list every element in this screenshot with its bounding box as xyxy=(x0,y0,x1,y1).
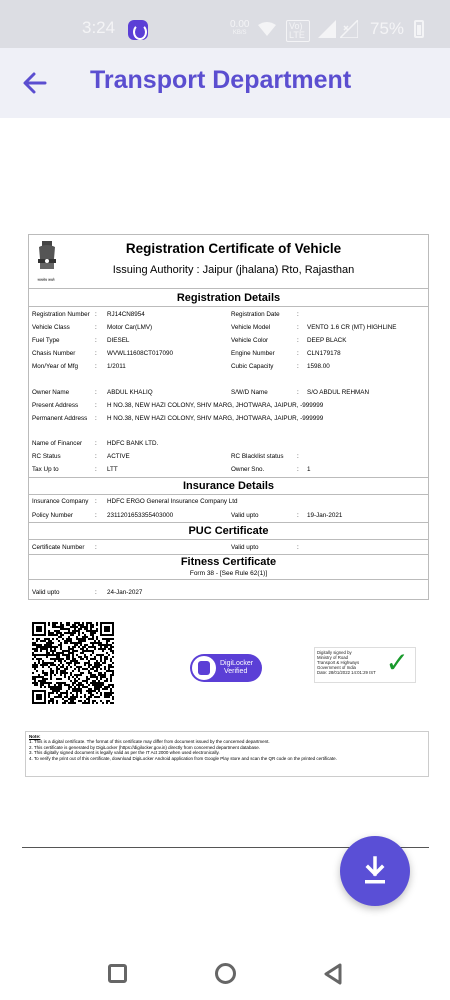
signature-line: Ministry of Road xyxy=(317,655,349,660)
digilocker-line1: DigiLocker xyxy=(220,660,254,667)
label: Owner Sno. xyxy=(231,466,265,473)
label: Cubic Capacity xyxy=(231,363,274,370)
row-chassis xyxy=(29,350,428,359)
insurance-heading: Insurance Details xyxy=(182,480,275,492)
colon: : xyxy=(297,512,299,519)
colon: : xyxy=(297,350,299,357)
colon: : xyxy=(95,389,97,396)
label: Mon/Year of Mfg xyxy=(32,363,78,370)
signature-line: Transport & Highways xyxy=(317,660,360,665)
value: Motor Car(LMV) xyxy=(107,324,153,331)
divider xyxy=(29,494,428,495)
value: 2311201653355403000 xyxy=(107,512,174,519)
divider xyxy=(29,306,428,307)
label: Registration Date xyxy=(231,311,280,318)
signature-line: Date: 28/01/2022 14:01:29 IST xyxy=(317,670,376,675)
row-present-address xyxy=(29,402,428,411)
registration-heading: Registration Details xyxy=(176,292,281,304)
signal-icon xyxy=(318,20,336,38)
colon: : xyxy=(95,544,97,551)
row-mfg xyxy=(29,363,428,372)
nav-back-icon[interactable] xyxy=(322,962,346,986)
colon: : xyxy=(95,311,97,318)
row-fitness xyxy=(29,589,428,598)
colon: : xyxy=(95,402,97,409)
signature-line: Government of India xyxy=(317,665,356,670)
label: Valid upto xyxy=(32,589,60,596)
label: S/W/D Name xyxy=(231,389,268,396)
label: Insurance Company xyxy=(32,498,89,505)
label: Certificate Number xyxy=(32,544,85,551)
system-nav-bar xyxy=(0,940,450,1000)
label: Vehicle Color xyxy=(231,337,269,344)
checkmark-icon: ✓ xyxy=(385,646,409,679)
label: Policy Number xyxy=(32,512,73,519)
colon: : xyxy=(95,498,97,505)
row-tax xyxy=(29,466,428,475)
value: CLN179178 xyxy=(307,350,341,357)
row-owner xyxy=(29,389,428,398)
value: ACTIVE xyxy=(107,453,130,460)
value: ABDUL KHALIQ xyxy=(107,389,153,396)
colon: : xyxy=(95,350,97,357)
colon: : xyxy=(95,453,97,460)
value: S/O ABDUL REHMAN xyxy=(307,389,370,396)
value: WVWL11608CT017090 xyxy=(107,350,174,357)
app-notification-icon xyxy=(128,20,148,40)
page-title: Transport Department xyxy=(90,66,352,94)
value: HDFC ERGO General Insurance Company Ltd xyxy=(107,498,238,505)
note-item: 4. To verify the print out of this certificate, download DigiLocker Android application from Google Play store and scan the QR code on the printed certificate. xyxy=(29,755,337,761)
note-title: Note: xyxy=(29,734,41,739)
colon: : xyxy=(95,363,97,370)
label: Owner Name xyxy=(32,389,70,396)
colon: : xyxy=(95,589,97,596)
value: H NO.38, NEW HAZI COLONY, SHIV MARG, JHOTWARA, JAIPUR, -999999 xyxy=(107,402,324,409)
label: Valid upto xyxy=(231,544,259,551)
status-time: 3:24 xyxy=(82,18,116,37)
fitness-form: Form 38 - [See Rule 62(1)] xyxy=(189,570,268,577)
label: Registration Number xyxy=(32,311,90,318)
label: Present Address xyxy=(32,402,79,409)
label: Chasis Number xyxy=(32,350,76,357)
label: Fuel Type xyxy=(32,337,60,344)
status-bar xyxy=(0,0,450,48)
value: VENTO 1.6 CR (MT) HIGHLINE xyxy=(307,324,397,331)
value: DIESEL xyxy=(107,337,130,344)
digilocker-text xyxy=(220,660,253,676)
value: HDFC BANK LTD. xyxy=(107,440,159,447)
divider xyxy=(29,522,428,523)
note-item: 3. This digitally signed document is legally valid as per the IT Act 2000 when used electronically. xyxy=(29,750,220,756)
row-fuel-type xyxy=(29,337,428,346)
colon: : xyxy=(297,363,299,370)
label: Permanent Address xyxy=(32,415,88,422)
colon: : xyxy=(297,324,299,331)
colon: : xyxy=(297,389,299,396)
divider xyxy=(29,539,428,540)
recent-apps-icon[interactable] xyxy=(108,964,127,983)
value: H NO.38, NEW HAZI COLONY, SHIV MARG, JHOTWARA, JAIPUR, -999999 xyxy=(107,415,324,422)
value: 24-Jan-2027 xyxy=(107,589,143,596)
colon: : xyxy=(95,337,97,344)
colon: : xyxy=(297,544,299,551)
puc-heading: PUC Certificate xyxy=(188,525,269,537)
row-permanent-address xyxy=(29,415,428,424)
value: 1598.00 xyxy=(307,363,330,370)
signal-icon-2 xyxy=(340,20,358,38)
digilocker-logo-icon xyxy=(192,656,216,680)
row-puc xyxy=(29,544,428,553)
divider xyxy=(29,477,428,478)
label: Vehicle Model xyxy=(231,324,271,331)
signature-line: Digitally signed by xyxy=(317,650,352,655)
row-financer xyxy=(29,440,428,449)
download-button[interactable] xyxy=(340,836,410,906)
note-item: 1. This is a digital certificate. The format of this certificate may differ from document issued by the concerned department. xyxy=(29,739,270,745)
issuing-authority: Issuing Authority : Jaipur (jhalana) Rto, Rajasthan xyxy=(112,264,355,276)
value: 1/2011 xyxy=(107,363,126,370)
label: Vehicle Class xyxy=(32,324,70,331)
row-vehicle-class xyxy=(29,324,428,333)
label: Valid upto xyxy=(231,512,259,519)
divider xyxy=(29,579,428,580)
registration-certificate xyxy=(28,234,429,600)
speed-unit: KB/S xyxy=(232,30,247,36)
volte-icon xyxy=(286,20,310,42)
row-registration-number xyxy=(29,311,428,320)
note-box xyxy=(25,731,429,777)
label: Name of Financer xyxy=(32,440,83,447)
download-icon xyxy=(362,856,388,886)
row-rc-status xyxy=(29,453,428,462)
digital-signature xyxy=(314,647,416,683)
note-item: 2. This certificate is generated by DigiLocker (https://digilocker.gov.in) directly from concerned department database. xyxy=(29,744,260,750)
value: LTT xyxy=(107,466,118,473)
network-speed xyxy=(230,20,249,38)
wifi-icon xyxy=(258,22,276,36)
colon: : xyxy=(95,324,97,331)
label: RC Status xyxy=(32,453,61,460)
emblem-caption: सत्यमेव जयते xyxy=(37,278,55,282)
colon: : xyxy=(297,453,299,460)
fitness-heading: Fitness Certificate xyxy=(180,556,277,568)
colon: : xyxy=(297,311,299,318)
colon: : xyxy=(95,512,97,519)
colon: : xyxy=(297,337,299,344)
row-insurance-company xyxy=(29,498,428,507)
digilocker-verified-badge xyxy=(190,654,262,682)
value: RJ14CN8954 xyxy=(107,311,145,318)
app-bar xyxy=(0,48,450,118)
label: Tax Up to xyxy=(32,466,59,473)
speed-value: 0.00 xyxy=(230,19,250,30)
colon: : xyxy=(297,466,299,473)
qr-code-icon xyxy=(32,622,114,704)
divider xyxy=(29,554,428,555)
certificate-title: Registration Certificate of Vehicle xyxy=(125,241,342,256)
battery-percent: 75% xyxy=(370,19,405,38)
label: RC Blacklist status xyxy=(231,453,284,460)
row-policy xyxy=(29,512,428,521)
battery-icon xyxy=(414,20,424,38)
colon: : xyxy=(95,440,97,447)
digilocker-line2: Verified xyxy=(224,668,248,675)
colon: : xyxy=(95,415,97,422)
home-icon[interactable] xyxy=(215,963,236,984)
label: Engine Number xyxy=(231,350,275,357)
divider xyxy=(29,288,428,289)
value: 1 xyxy=(307,466,311,473)
colon: : xyxy=(95,466,97,473)
back-arrow-icon[interactable] xyxy=(20,68,50,98)
value: DEEP BLACK xyxy=(307,337,347,344)
value: 19-Jan-2021 xyxy=(307,512,343,519)
volte-label: Vo) LTE xyxy=(289,21,305,40)
